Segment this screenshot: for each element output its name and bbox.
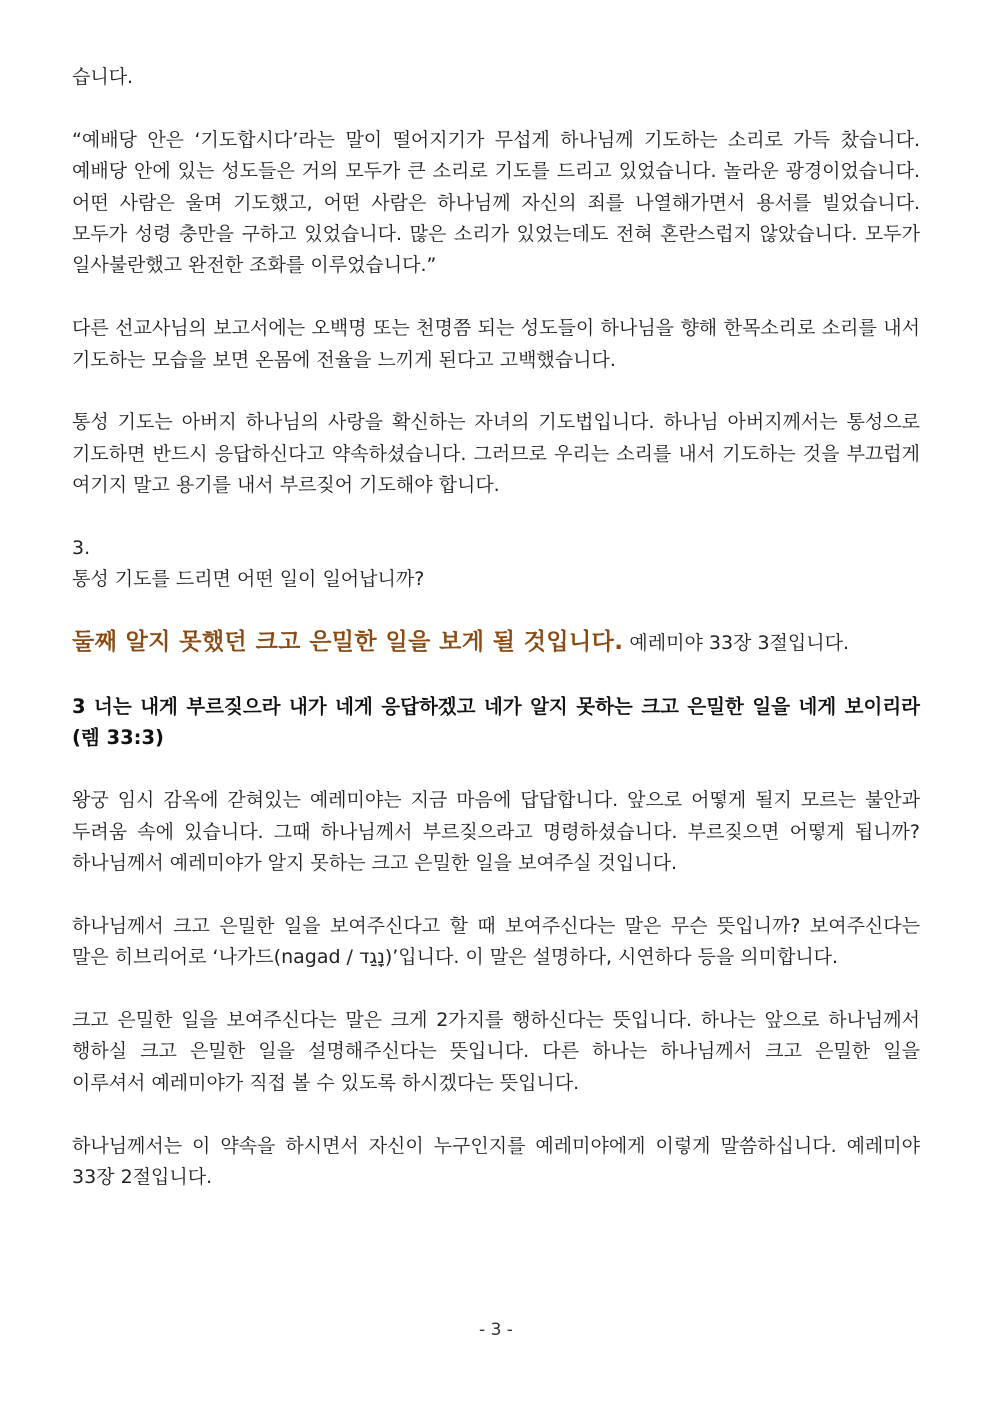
paragraph-quote: “예배당 안은 ‘기도합시다’라는 말이 떨어지기가 무섭게 하나님께 기도하는 소리로 가득 찼습니다. 예배당 안에 있는 성도들은 거의 모두가 큰 소리로 기도를 드리고 있었습니다. 놀라운 광경이었습니다. 어떤 사람은 울며 기도했고, 어떤 사람은 하나님께 자신의 죄를 나열해가면서 용서를 빌었습니다. 모두가 성령 충만을 구하고 있었습니다. 많은 소리가 있었는데도 전혀 혼란스럽지 않았습니다. 모두가 일사불란했고 완전한 조화를 이루었습니다.” [72, 128, 920, 277]
highlight-paragraph [72, 627, 920, 659]
paragraph-promise: 하나님께서는 이 약속을 하시면서 자신이 누구인지를 예레미야에게 이렇게 말씀하십니다. 예레미야 33장 2절입니다. [72, 1134, 920, 1189]
paragraph-continuation: 습니다. [72, 66, 134, 88]
paragraph-missionary-report: 다른 선교사님의 보고서에는 오백명 또는 천명쯤 되는 성도들이 하나님을 향해 한목소리로 소리를 내서 기도하는 모습을 보면 온몸에 전율을 느끼게 된다고 고백했습니다. [72, 317, 920, 371]
paragraph-nagad: 하나님께서 크고 은밀한 일을 보여주신다고 할 때 보여주신다는 말은 무슨 뜻입니까? 보여주신다는 말은 히브리어로 ‘나가드(nagad / נָגַד)’입니다. 이 말은 설명하다, 시연하다 등을 의미합니다. [72, 914, 920, 969]
bible-verse: 3 너는 내게 부르짖으라 내가 네게 응답하겠고 네가 알지 못하는 크고 은밀한 일을 네게 보이리라 (렘 33:3) [72, 695, 920, 750]
highlight-heading: 둘째 알지 못했던 크고 은밀한 일을 보게 될 것입니다. [72, 629, 624, 656]
paragraph-loud-prayer: 통성 기도는 아버지 하나님의 사랑을 확신하는 자녀의 기도법입니다. 하나님 아버지께서는 통성으로 기도하면 반드시 응답하신다고 약속하셨습니다. 그러므로 우리는 소리를 내서 기도하는 것을 부끄럽게 여기지 말고 용기를 내서 부르짖어 기도해야 합니다. [72, 411, 920, 497]
highlight-tail: 예레미야 33장 3절입니다. [623, 632, 849, 655]
paragraph-jeremiah-prison: 왕궁 임시 감옥에 갇혀있는 예레미야는 지금 마음에 답답합니다. 앞으로 어떻게 될지 모르는 불안과 두려움 속에 있습니다. 그때 하나님께서 부르짖으라고 명령하셨습니다. 부르짖으면 어떻게 됩니까? 하나님께서 예레미야가 알지 못하는 크고 은밀한 일을 보여주실 것입니다. [72, 789, 920, 875]
section-question: 통성 기도를 드리면 어떤 일이 일어납니까? [72, 568, 425, 591]
section-number: 3. [72, 537, 91, 560]
document-body [72, 62, 920, 1225]
page-number: - 3 - [479, 1320, 513, 1340]
paragraph-two-meanings: 크고 은밀한 일을 보여주신다는 말은 크게 2가지를 행하신다는 뜻입니다. 하나는 앞으로 하나님께서 행하실 크고 은밀한 일을 설명해주신다는 뜻입니다. 다른 하나는 하나님께서 크고 은밀한 일을 이루셔서 예레미야가 직접 볼 수 있도록 하시겠다는 뜻입니다. [72, 1009, 920, 1094]
